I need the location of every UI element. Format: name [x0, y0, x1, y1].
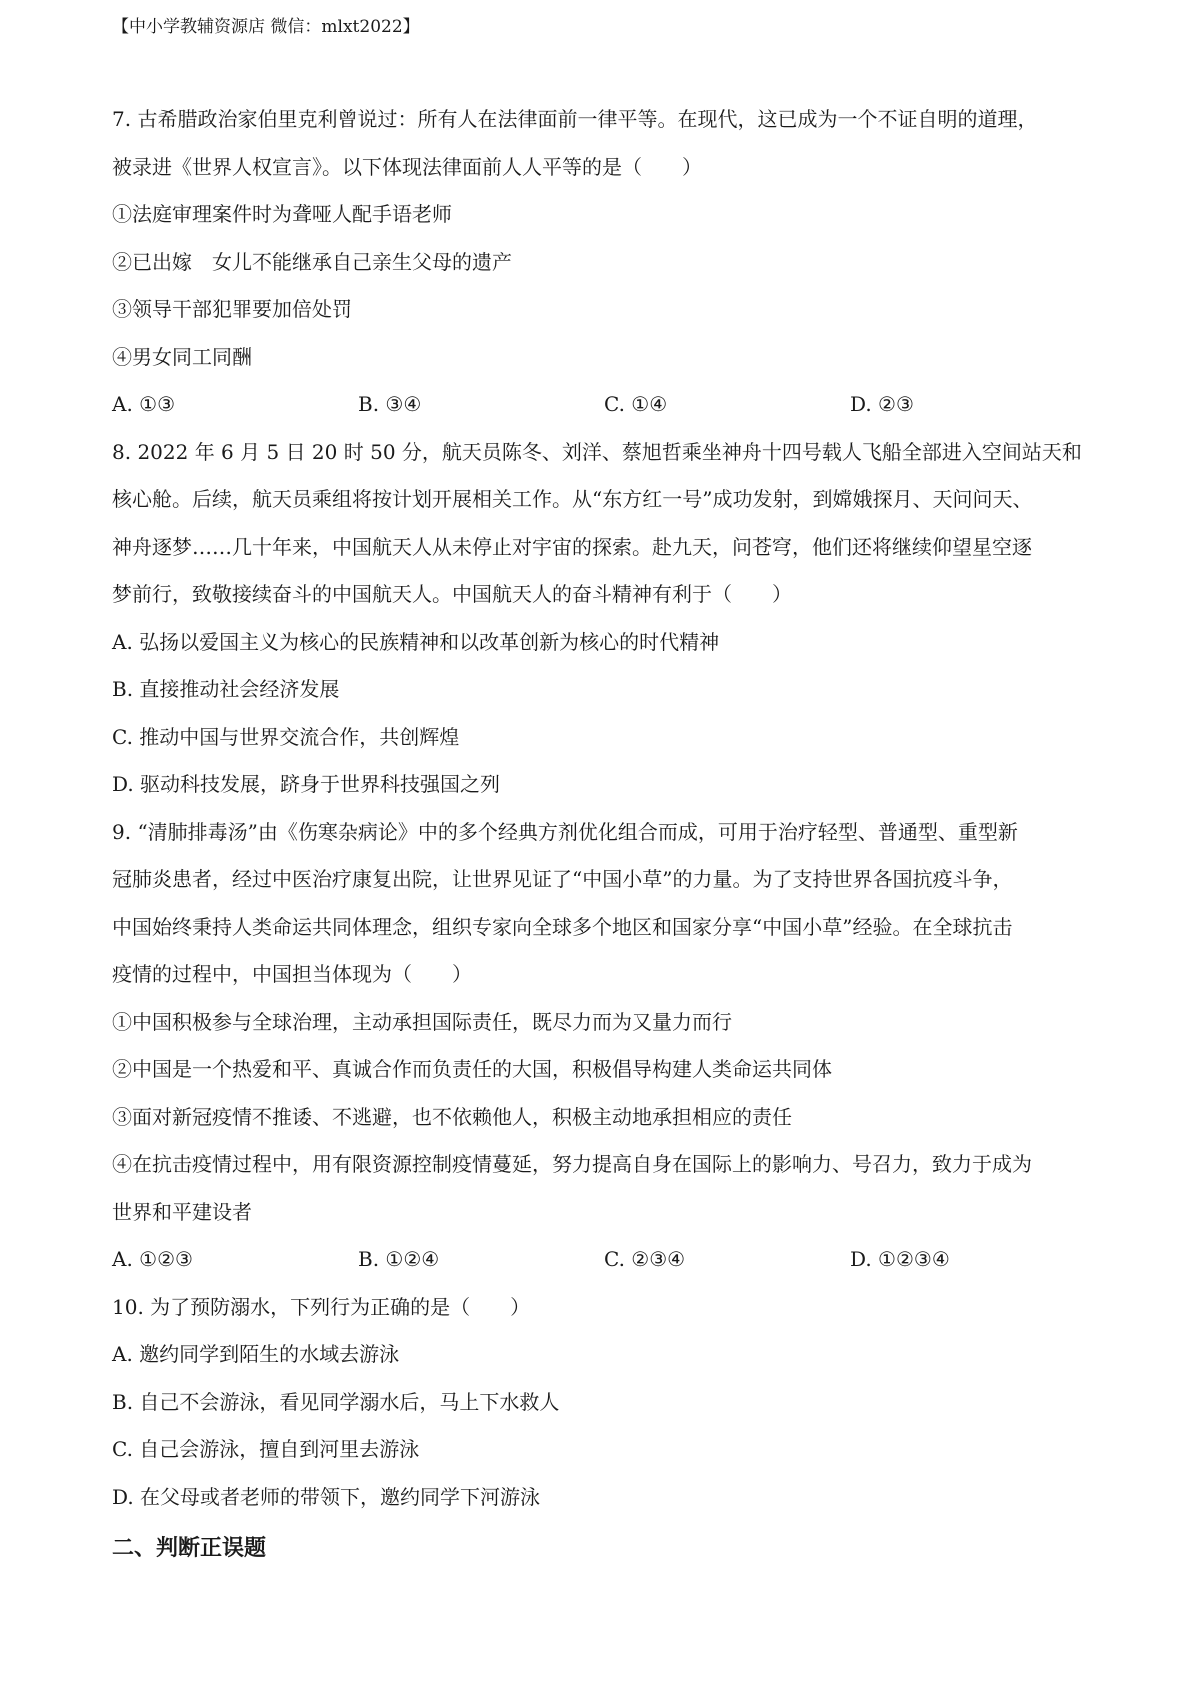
question-9-option-c: C. ②③④ [604, 1247, 686, 1271]
question-9-statement-4-continued: 世界和平建设者 [112, 1199, 252, 1224]
question-10-option-b: B. 自己不会游泳，看见同学溺水后，马上下水救人 [112, 1389, 560, 1414]
question-8 [112, 429, 1097, 809]
question-10 [112, 1284, 1097, 1522]
question-9-statement-1: ①中国积极参与全球治理，主动承担国际责任，既尽力而为又量力而行 [112, 1009, 732, 1034]
question-7-option-c: C. ①④ [604, 392, 668, 416]
question-8-stem-line-2: 核心舱。后续，航天员乘组将按计划开展相关工作。从“东方红一号”成功发射，到嫦娥探月、天问问天、 [112, 487, 1033, 511]
question-8-stem-line-1: 8. 2022 年 6 月 5 日 20 时 50 分，航天员陈冬、刘洋、蔡旭哲乘坐神舟十四号载人飞船全部进入空间站天和 [112, 439, 1082, 464]
question-7-option-b: B. ③④ [358, 392, 422, 416]
question-9-stem-line-1: 9. “清肺排毒汤”由《伤寒杂病论》中的多个经典方剂优化组合而成，可用于治疗轻型、普通型、重型新 [112, 819, 1018, 844]
question-10-option-d: D. 在父母或者老师的带领下，邀约同学下河游泳 [112, 1484, 541, 1509]
question-10-stem: 10. 为了预防溺水，下列行为正确的是（ ） [112, 1294, 531, 1319]
question-9-statement-3: ③面对新冠疫情不推诿、不逃避，也不依赖他人，积极主动地承担相应的责任 [112, 1104, 792, 1129]
question-9 [112, 809, 1097, 1284]
question-8-stem-line-3: 神舟逐梦……几十年来，中国航天人从未停止对宇宙的探索。赴九天，问苍穹，他们还将继续仰望星空逐 [112, 534, 1032, 559]
question-10-option-c: C. 自己会游泳，擅自到河里去游泳 [112, 1437, 420, 1461]
question-7-options [112, 381, 1097, 429]
question-9-stem-line-3: 中国始终秉持人类命运共同体理念，组织专家向全球多个地区和国家分享“中国小草”经验。在全球抗击 [112, 914, 1013, 939]
question-7-statement-3: ③领导干部犯罪要加倍处罚 [112, 297, 352, 321]
watermark: 【中小学教辅资源店 微信：mlxt2022】 [112, 17, 420, 37]
question-9-statement-4: ④在抗击疫情过程中，用有限资源控制疫情蔓延，努力提高自身在国际上的影响力、号召力，致力于成为 [112, 1152, 1032, 1176]
question-7-stem-line-2: 被录进《世界人权宣言》。以下体现法律面前人人平等的是（ ） [112, 154, 702, 179]
question-8-option-a: A. 弘扬以爱国主义为核心的民族精神和以改革创新为核心的时代精神 [112, 629, 720, 654]
question-7 [112, 96, 1097, 429]
question-8-option-b: B. 直接推动社会经济发展 [112, 677, 340, 701]
question-7-statement-2: ②已出嫁 女儿不能继承自己亲生父母的遗产 [112, 249, 512, 274]
question-7-stem-line-1: 7. 古希腊政治家伯里克利曾说过：所有人在法律面前一律平等。在现代，这已成为一个不证自明的道理， [112, 107, 1038, 131]
question-8-option-c: C. 推动中国与世界交流合作，共创辉煌 [112, 724, 460, 749]
question-7-option-d: D. ②③ [850, 392, 914, 416]
question-9-options [112, 1236, 1097, 1284]
question-7-statement-4: ④男女同工同酬 [112, 344, 252, 369]
question-8-stem-line-4: 梦前行，致敬接续奋斗的中国航天人。中国航天人的奋斗精神有利于（ ） [112, 582, 792, 606]
question-9-option-a: A. ①②③ [112, 1247, 193, 1271]
document-body [112, 96, 1097, 1573]
question-7-option-a: A. ①③ [112, 392, 176, 416]
section-title: 二、判断正误题 [112, 1535, 267, 1561]
question-9-option-d: D. ①②③④ [850, 1247, 950, 1271]
question-7-statement-1: ①法庭审理案件时为聋哑人配手语老师 [112, 202, 452, 226]
question-10-option-a: A. 邀约同学到陌生的水域去游泳 [112, 1342, 400, 1366]
question-9-stem-line-4: 疫情的过程中，中国担当体现为（ ） [112, 962, 472, 986]
question-9-statement-2: ②中国是一个热爱和平、真诚合作而负责任的大国，积极倡导构建人类命运共同体 [112, 1057, 832, 1081]
question-9-stem-line-2: 冠肺炎患者，经过中医治疗康复出院，让世界见证了“中国小草”的力量。为了支持世界各国抗疫斗争， [112, 867, 1013, 891]
question-8-option-d: D. 驱动科技发展，跻身于世界科技强国之列 [112, 772, 501, 796]
question-9-option-b: B. ①②④ [358, 1247, 440, 1271]
